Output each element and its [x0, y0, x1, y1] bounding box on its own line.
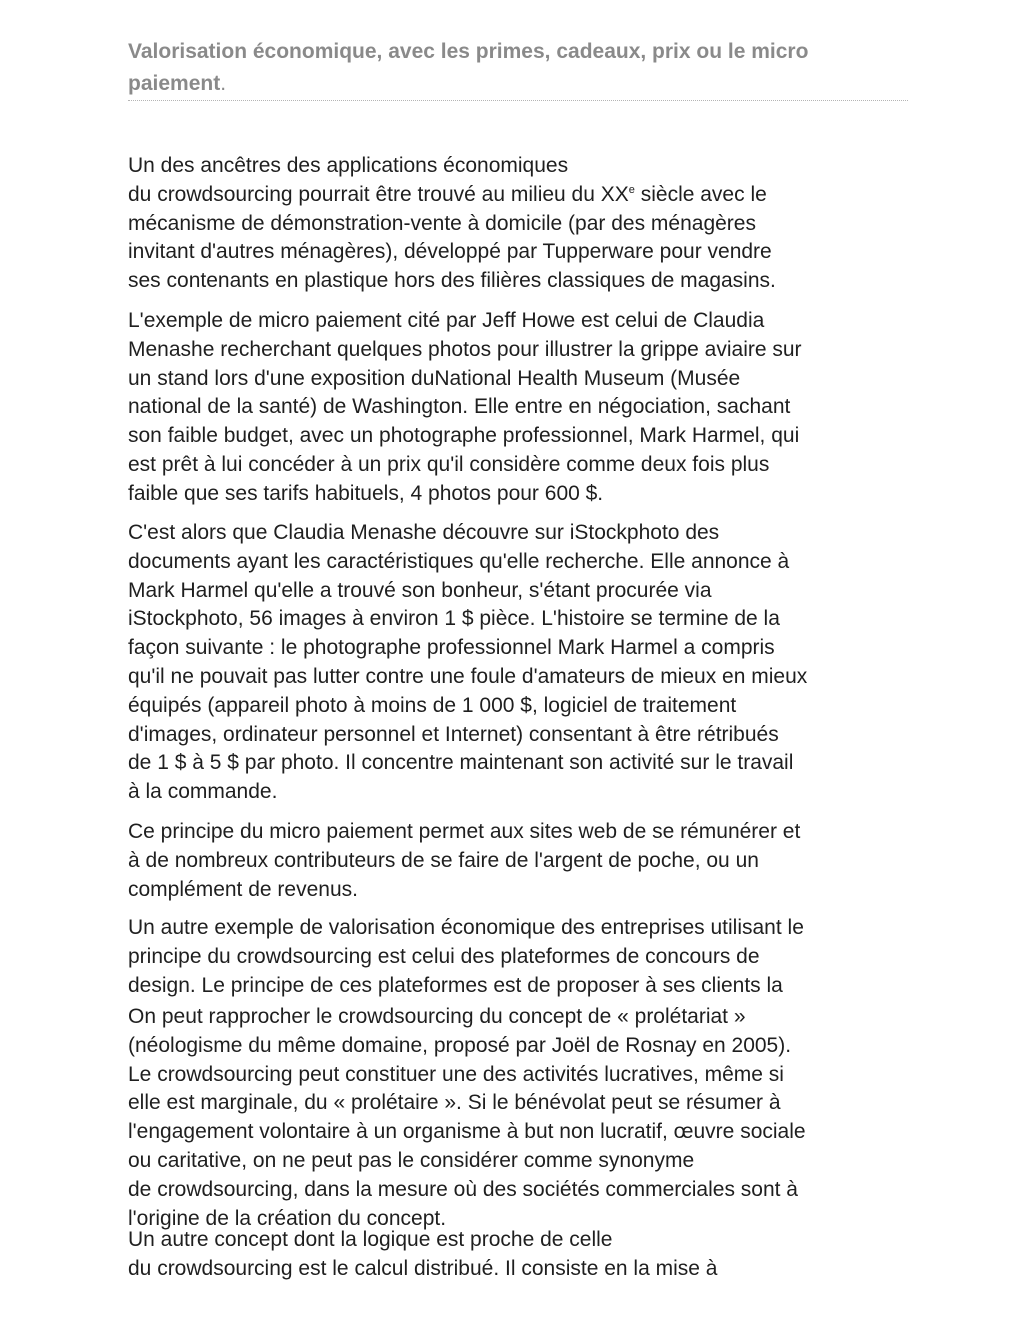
paragraph-line: l'engagement volontaire à un organisme à but non lucratif, œuvre sociale	[128, 1120, 806, 1144]
paragraph-line: Mark Harmel qu'elle a trouvé son bonheur, s'étant procurée via	[128, 578, 712, 602]
paragraph-line: L'exemple de micro paiement cité par Jeff Howe est celui de Claudia	[128, 309, 765, 332]
paragraph-line: faible que ses tarifs habituels, 4 photos pour 600 $.	[128, 481, 604, 505]
paragraph-line: design. Le principe de ces plateformes est de proposer à ses clients la	[128, 973, 783, 997]
paragraph-line: son faible budget, avec un photographe professionnel, Mark Harmel, qui	[128, 424, 800, 448]
paragraph-line: façon suivante : le photographe professionnel Mark Harmel a compris	[128, 636, 775, 660]
paragraph-line: (néologisme du même domaine, proposé par Joël de Rosnay en 2005).	[128, 1033, 792, 1057]
paragraph-line: Un autre exemple de valorisation économique des entreprises utilisant le	[128, 916, 804, 939]
section-heading	[128, 36, 908, 101]
paragraph-line: l'origine de la création du concept.	[128, 1206, 447, 1230]
paragraph-line: elle est marginale, du « prolétaire ». Si le bénévolat peut se résumer à	[128, 1091, 781, 1115]
paragraph-line: mécanisme de démonstration-vente à domicile (par des ménagères	[128, 211, 756, 235]
paragraph-line: est prêt à lui concéder à un prix qu'il considère comme deux fois plus	[128, 452, 770, 476]
paragraph-line: équipés (appareil photo à moins de 1 000 $, logiciel de traitement	[128, 693, 737, 717]
paragraph-line: national de la santé) de Washington. Elle entre en négociation, sachant	[128, 395, 791, 419]
paragraph-line-text: du crowdsourcing pourrait être trouvé au milieu du XX	[128, 182, 629, 206]
paragraph-line: à de nombreux contributeurs de se faire de l'argent de poche, ou un	[128, 848, 759, 872]
paragraph-line: un stand lors d'une exposition duNational Health Museum (Musée	[128, 366, 741, 390]
paragraph-line: d'images, ordinateur personnel et Internet) consentant à être rétribués	[128, 722, 779, 746]
paragraph-line: Un des ancêtres des applications économiques	[128, 154, 569, 177]
section-heading-period: .	[220, 72, 227, 95]
paragraph-line: à la commande.	[128, 780, 278, 804]
paragraph-principe-micro-paiement	[128, 818, 918, 904]
paragraph-line: invitant d'autres ménagères), développé par Tupperware pour vendre	[128, 240, 772, 264]
paragraph-micro-paiement-example	[128, 307, 918, 509]
paragraph-istockphoto	[128, 519, 918, 807]
paragraph-line: Un autre concept dont la logique est proche de celle	[128, 1228, 613, 1251]
paragraph-line: On peut rapprocher le crowdsourcing du concept de « prolétariat »	[128, 1005, 746, 1028]
paragraph-line: qu'il ne pouvait pas lutter contre une foule d'amateurs de mieux en mieux	[128, 664, 808, 688]
paragraph-calcul-distribue	[128, 1226, 918, 1284]
paragraph-proletariat	[128, 1003, 918, 1233]
paragraph-line: complément de revenus.	[128, 877, 358, 901]
paragraph-line: du crowdsourcing est le calcul distribué. Il consiste en la mise à	[128, 1256, 718, 1280]
section-heading-title: Valorisation économique, avec les primes, cadeaux, prix ou le micro paiement	[128, 40, 809, 95]
paragraph-line: Menashe recherchant quelques photos pour illustrer la grippe aviaire sur	[128, 337, 802, 361]
paragraph-line: de crowdsourcing, dans la mesure où des sociétés commerciales sont à	[128, 1177, 798, 1201]
paragraph-line: ses contenants en plastique hors des filières classiques de magasins.	[128, 269, 776, 293]
paragraph-concours-design	[128, 914, 918, 1000]
paragraph-line: Le crowdsourcing peut constituer une des activités lucratives, même si	[128, 1062, 784, 1086]
paragraph-line: documents ayant les caractéristiques qu'elle recherche. Elle annonce à	[128, 549, 790, 573]
paragraph-line	[128, 181, 918, 210]
paragraph-line: Ce principe du micro paiement permet aux sites web de se rémunérer et	[128, 820, 801, 843]
paragraph-line: iStockphoto, 56 images à environ 1 $ pièce. L'histoire se termine de la	[128, 607, 780, 631]
paragraph-line: principe du crowdsourcing est celui des plateformes de concours de	[128, 944, 760, 968]
superscript: e	[628, 183, 635, 196]
paragraph-tupperware	[128, 152, 918, 296]
paragraph-line: ou caritative, on ne peut pas le considérer comme synonyme	[128, 1148, 695, 1172]
paragraph-line: de 1 $ à 5 $ par photo. Il concentre maintenant son activité sur le travail	[128, 751, 794, 775]
paragraph-line-text: siècle avec le	[634, 182, 767, 206]
paragraph-line: C'est alors que Claudia Menashe découvre sur iStockphoto des	[128, 521, 720, 544]
